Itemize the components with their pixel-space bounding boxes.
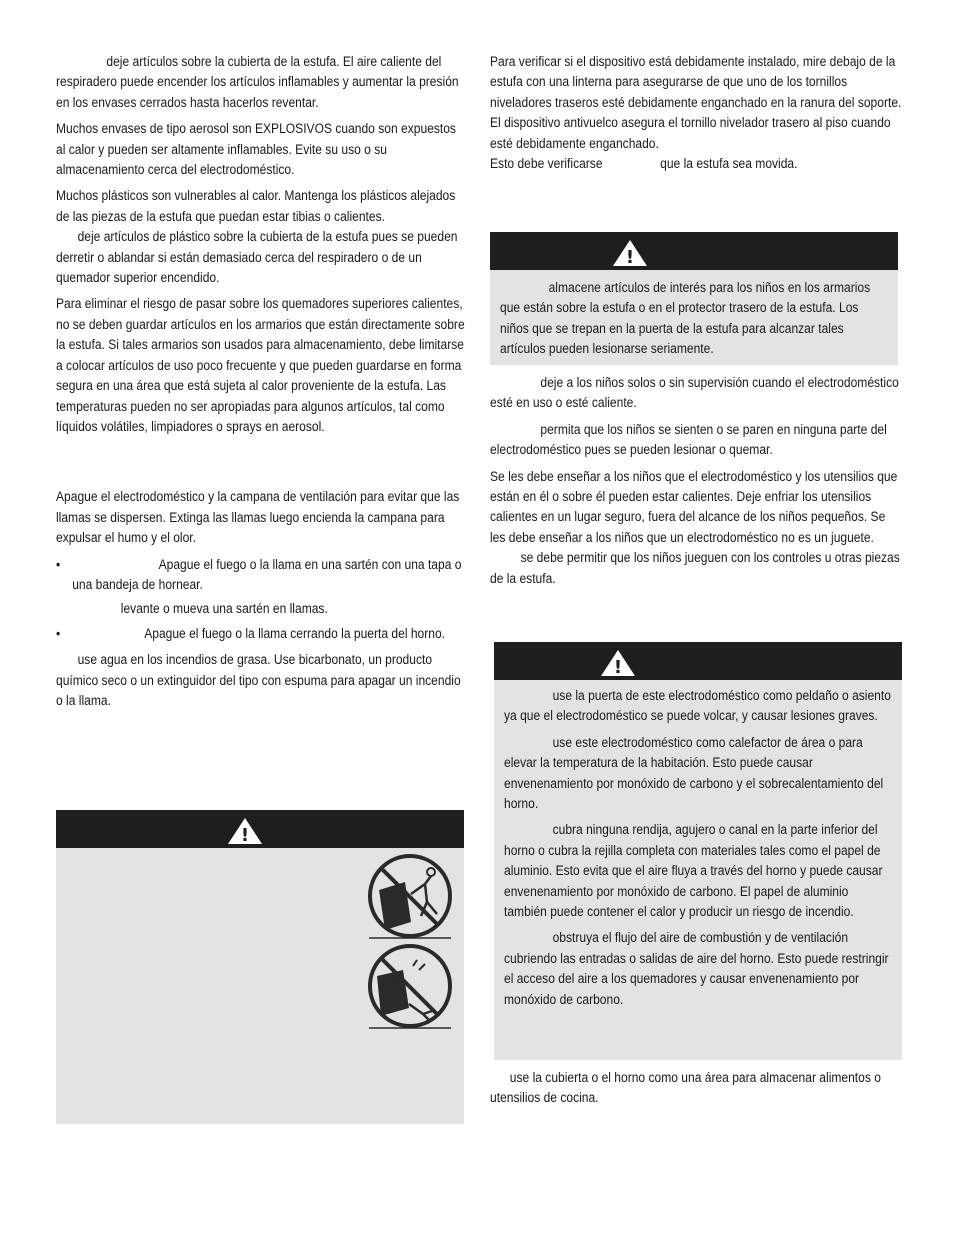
warning-header xyxy=(56,810,464,848)
paragraph-cabinets: Para eliminar el riesgo de pasar sobre los quemadores superiores calientes, no se deben guardar artículos en los armarios que están directamente sobre la estufa. Si tales armarios son usados para almacenamiento, debe limitarse a colocar artículos de uso poco frecuente y que pueden guardarse en forma segura en una área que está sujeta al calor proveniente de la estufa. Las temperaturas pueden no ser apropiadas para algunos artículos, tal como líquidos volátiles, limpiadores o sprays en aerosol. xyxy=(56,296,465,434)
warning-box-antitip xyxy=(56,810,464,1124)
right-column-bottom xyxy=(490,1068,904,1115)
svg-text:!: ! xyxy=(240,825,250,845)
no-standing-on-door-icon xyxy=(365,854,455,946)
bullet-oven-fire: • Apague el fuego o la llama cerrando la puerta del horno. xyxy=(56,625,446,641)
bullet-pan-fire-sub: levante o mueva una sartén en llamas. xyxy=(120,601,328,617)
bullet-pan-fire: • Apague el fuego o la llama en una sartén con una tapa o una bandeja de hornear. xyxy=(56,556,462,592)
paragraph-plastics: Muchos plásticos son vulnerables al calor. Mantenga los plásticos alejados de las piezas de la estufa que puedan estar tibias o calientes. xyxy=(56,188,456,224)
warning-triangle-icon xyxy=(600,649,636,677)
paragraph-antitip-check-end: Esto debe verificarse que la estufa sea movida. xyxy=(490,156,798,172)
right-column-middle xyxy=(490,373,904,595)
paragraph-plastics-cont: deje artículos de plástico sobre la cubierta de la estufa pues se pueden derretir o ablandar si están demasiado cerca del respiradero o de un quemador superior encendido. xyxy=(56,229,458,286)
warning-body xyxy=(490,270,898,372)
paragraph-cooktop-items: deje artículos sobre la cubierta de la estufa. El aire caliente del respiradero puede encender los artículos inflamables y aumentar la presión en los envases cerrados hasta hacerlos reventar. xyxy=(56,54,459,110)
svg-text:!: ! xyxy=(625,247,635,267)
warning-text-cover-vents: cubra ninguna rendija, agujero o canal en la parte inferior del horno o cubra la rejilla completa con materiales tales como el papel de aluminio. Esto evita que el aire fluya a través del horno y puede causar envenenamiento por monóxido de carbono. El papel de aluminio también puede contener el calor y producir un riesgo de incendio. xyxy=(504,822,883,920)
paragraph-children-sit: permita que los niños se sienten o se paren en ninguna parte del electrodoméstico pues se pueden lesionar o quemar. xyxy=(490,421,887,458)
warning-text-cabinets: almacene artículos de interés para los niños en los armarios que están sobre la estufa o en el protector trasero de la estufa. Los niños que se trepan en la puerta de la estufa para alcanzar tales artículos pueden lesionarse seriamente. xyxy=(500,280,871,357)
no-tipping-stove-icon xyxy=(365,944,455,1036)
paragraph-children-hot: Se les debe enseñar a los niños que el electrodoméstico y los utensilios que están en él o sobre él pueden estar calientes. Deje enfriar los utensilios calientes en un lugar seguro, fuera del alcance de los niños pequeños. Se les debe enseñar a los niños que un electrodoméstico no es un juguete.se debe permitir que los niños jueguen con los controles u otras piezas de la estufa. xyxy=(490,468,900,586)
right-column xyxy=(490,52,904,180)
left-column xyxy=(56,52,468,717)
paragraph-storage: use la cubierta o el horno como una área para almacenar alimentos o utensilios de cocina. xyxy=(490,1070,881,1106)
warning-box-children xyxy=(490,232,898,365)
warning-header xyxy=(494,642,902,680)
paragraph-antitip-check: Para verificar si el dispositivo está debidamente instalado, mire debajo de la estufa con una linterna para asegurarse de que uno de los tornillos niveladores traseros esté debidamente enganchado en la ranura del soporte. El dispositivo antivuelco asegura el tornillo nivelador trasero al piso cuando esté debidamente enganchado. xyxy=(490,54,902,151)
warning-header xyxy=(490,232,898,270)
warning-text-obstruct-air: obstruya el flujo del aire de combustión y de ventilación cubriendo las entradas o salidas de aire del horno. Esto puede restringir el acceso del aire a los quemadores y causar envenenamiento por monóxido de carbono. xyxy=(504,930,889,1007)
warning-triangle-icon xyxy=(612,239,648,267)
paragraph-aerosol: Muchos envases de tipo aerosol son EXPLOSIVOS cuando son expuestos al calor y pueden ser altamente inflamables. Evite su uso o su almacenamiento cerca del electrodoméstico. xyxy=(56,121,456,178)
paragraph-fire-hood: Apague el electrodoméstico y la campana de ventilación para evitar que las llamas se dispersen. Extinga las llamas luego encienda la campana para expulsar el humo y el olor. xyxy=(56,489,460,546)
warning-box-misuse xyxy=(494,642,902,1060)
svg-text:!: ! xyxy=(613,657,623,677)
warning-body xyxy=(494,680,902,1022)
warning-text-door-step: use la puerta de este electrodoméstico como peldaño o asiento ya que el electrodoméstico se puede volcar, y causar lesiones graves. xyxy=(504,688,891,724)
paragraph-grease-fire: use agua en los incendios de grasa. Use bicarbonato, un producto químico seco o un extinguidor del tipo con espuma para apagar un incendio o la llama. xyxy=(56,652,461,708)
warning-text-space-heater: use este electrodoméstico como calefactor de área o para elevar la temperatura de la habitación. Esto puede causar envenenamiento por monóxido de carbono y el sobrecalentamiento del horno. xyxy=(504,734,884,812)
paragraph-children-alone: deje a los niños solos o sin supervisión cuando el electrodoméstico esté en uso o esté caliente. xyxy=(490,375,899,411)
warning-triangle-icon xyxy=(227,817,263,845)
